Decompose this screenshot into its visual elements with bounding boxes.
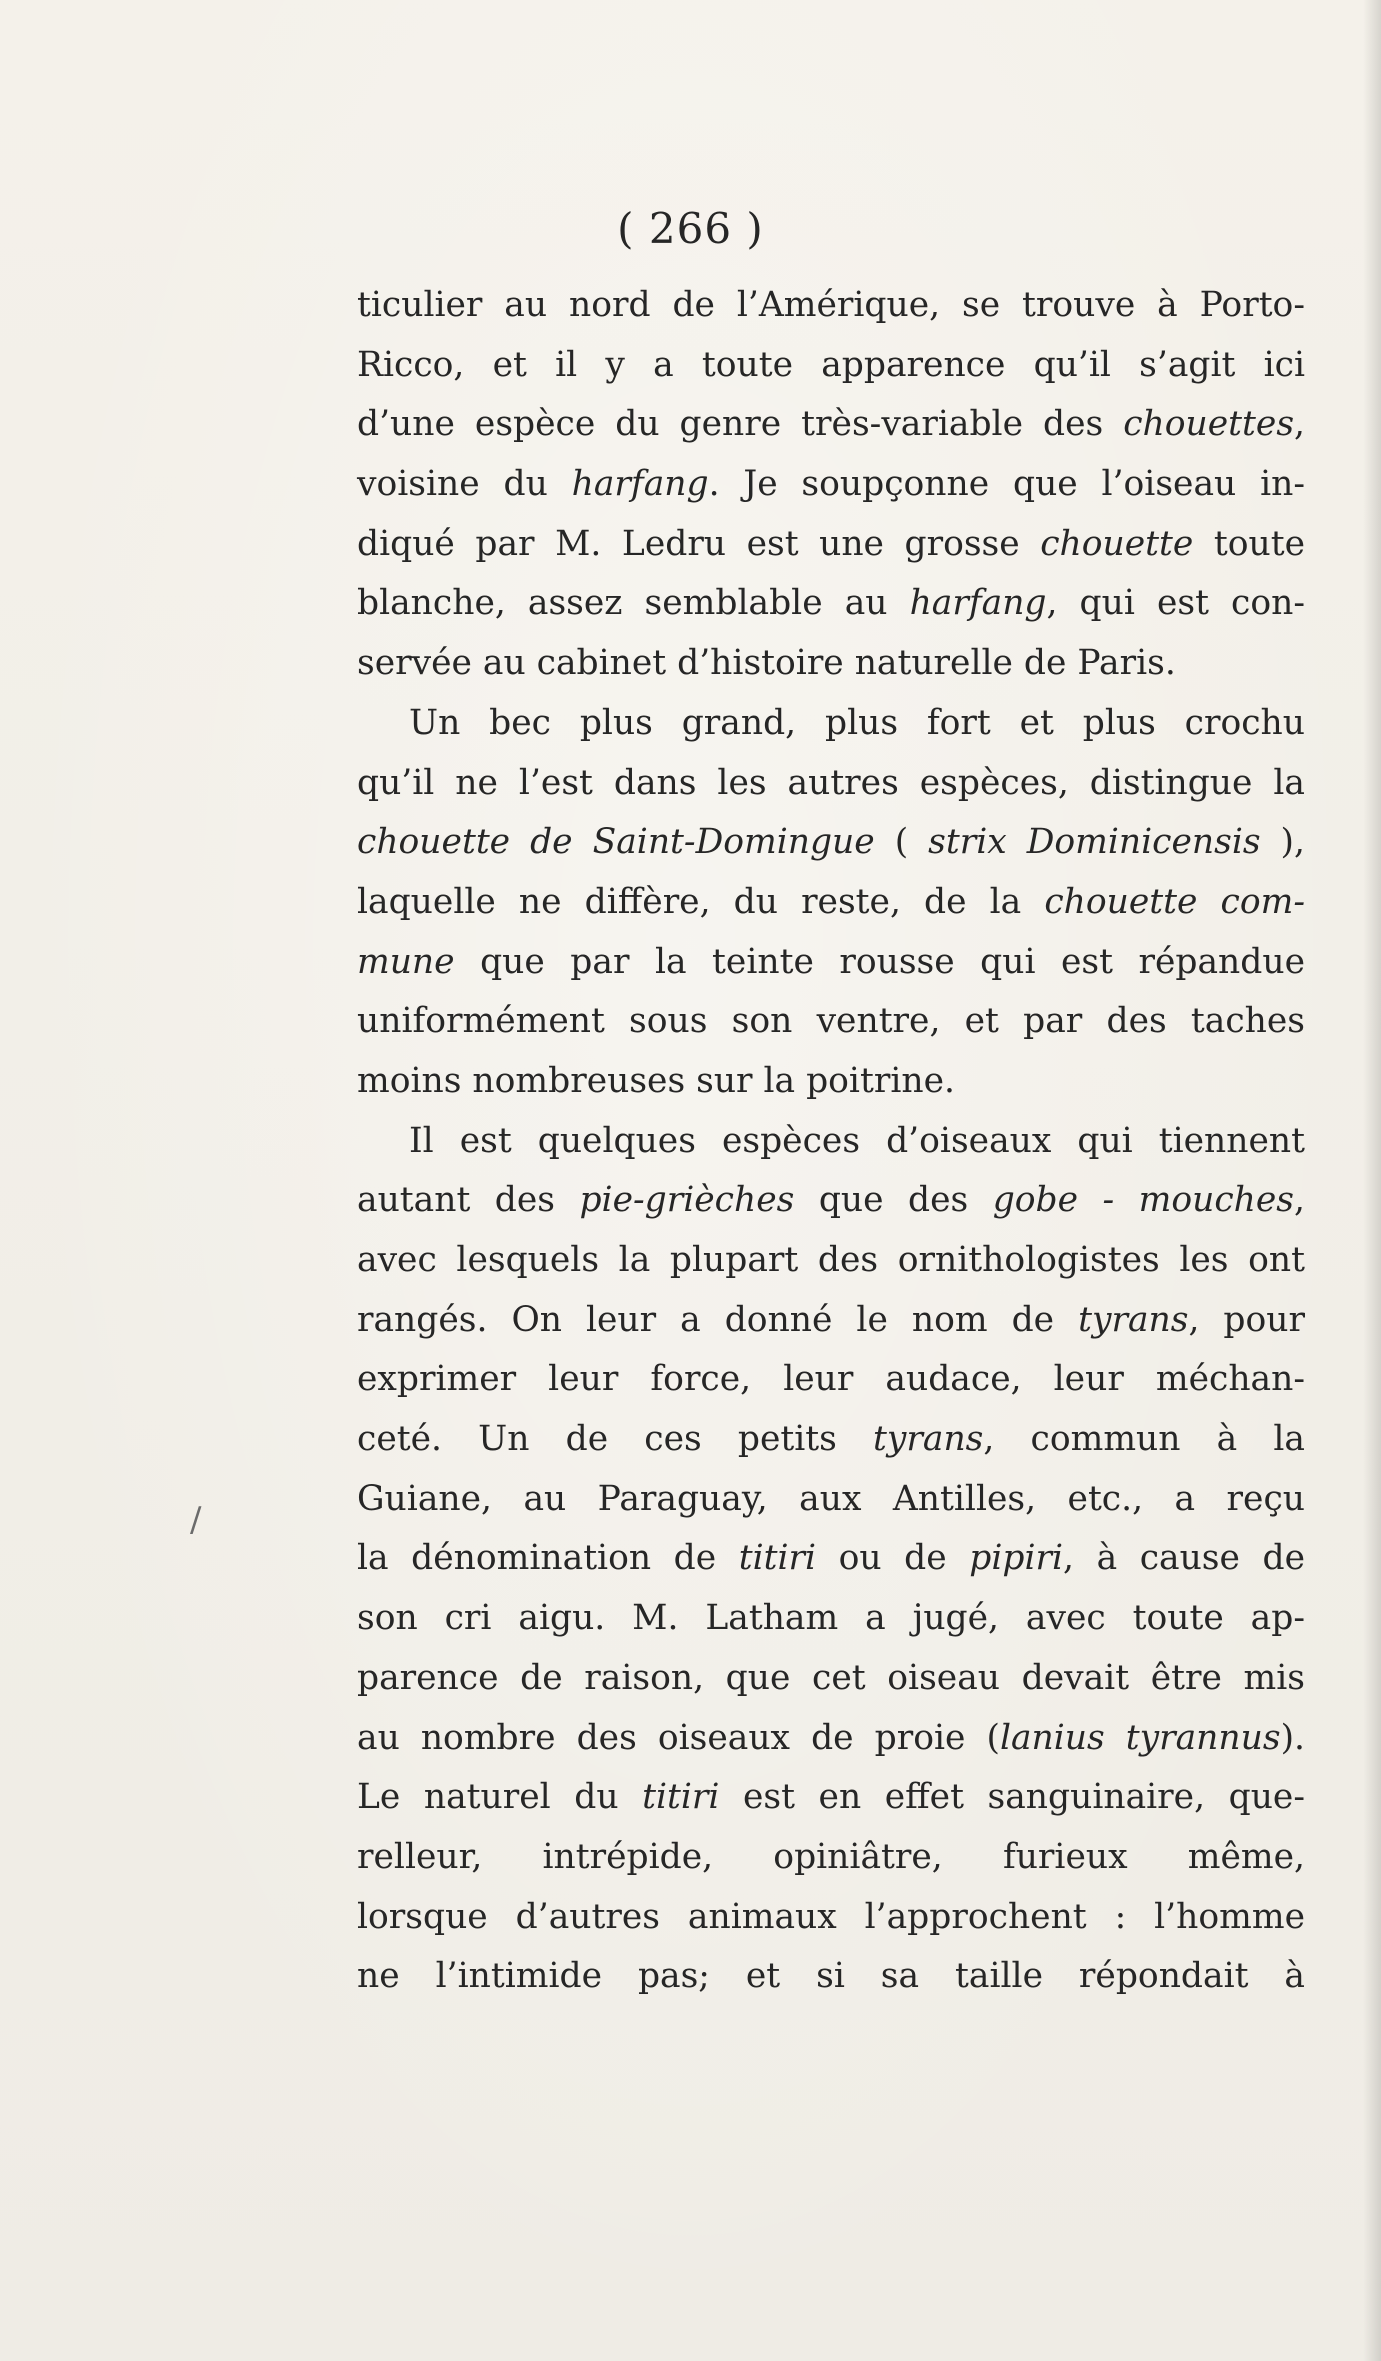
text-line: [357, 395, 1305, 455]
text-line: [357, 992, 1305, 1052]
text-segment: est en effet sanguinaire, que-: [719, 1777, 1305, 1818]
text-segment: Guiane, au Paraguay, aux Antilles, etc., a reçu: [357, 1478, 1305, 1519]
text-segment: uniformément sous son ventre, et par des taches: [357, 1001, 1305, 1042]
text-segment: que des: [794, 1180, 993, 1221]
text-segment: blanche, assez semblable au: [357, 583, 910, 624]
italic-segment: titiri: [738, 1538, 817, 1579]
text-line: [357, 1529, 1305, 1589]
text-segment: Le naturel du: [357, 1777, 643, 1818]
text-line: [357, 1291, 1305, 1351]
text-segment: ticulier au nord de l’Amérique, se trouve à Porto-: [357, 285, 1305, 325]
text-segment: ou de: [816, 1538, 970, 1579]
margin-mark: /: [190, 1500, 202, 1540]
text-segment: au nombre des oiseaux de proie (: [357, 1717, 1000, 1758]
text-segment: lorsque d’autres animaux l’approchent : l’homme: [357, 1896, 1305, 1937]
page-number: ( 266 ): [617, 204, 764, 253]
text-segment: d’une espèce du genre très-variable des: [357, 404, 1124, 445]
text-segment: , commun à la: [983, 1419, 1305, 1460]
text-line: [357, 515, 1305, 575]
text-segment: , pour: [1188, 1299, 1305, 1340]
text-line: [357, 1112, 1305, 1172]
text-line: [357, 754, 1305, 814]
text-segment: la dénomination de: [357, 1538, 739, 1579]
text-segment: . Je soupçonne que l’oiseau in-: [708, 464, 1305, 505]
text-line: [357, 1828, 1305, 1888]
italic-segment: pie-grièches: [579, 1180, 795, 1221]
text-line: [357, 574, 1305, 634]
text-segment: Il est quelques espèces d’oiseaux qui tiennent: [409, 1120, 1305, 1161]
text-segment: Ricco, et il y a toute apparence qu’il s’agit ici: [357, 344, 1305, 385]
page-gutter-shadow: [1363, 0, 1381, 2361]
text-segment: voisine du: [357, 464, 572, 505]
italic-segment: chouette: [1040, 523, 1194, 564]
italic-segment: strix Dominicensis: [928, 822, 1261, 863]
italic-segment: harfang: [571, 464, 709, 505]
text-segment: que par la teinte rousse qui est répandue: [454, 941, 1305, 982]
italic-segment: chouettes: [1123, 404, 1295, 445]
text-line: [357, 1171, 1305, 1231]
text-line: [357, 276, 1305, 336]
text-segment: exprimer leur force, leur audace, leur méchan-: [357, 1359, 1305, 1400]
text-line: [357, 873, 1305, 933]
text-segment: , qui est con-: [1046, 583, 1305, 624]
text-line: [357, 1470, 1305, 1530]
text-segment: laquelle ne diffère, du reste, de la: [357, 881, 1045, 922]
italic-segment: tyrans: [1078, 1299, 1189, 1340]
text-line: [357, 455, 1305, 515]
text-line: [357, 1052, 1305, 1112]
text-segment: parence de raison, que cet oiseau devait être mis: [357, 1657, 1305, 1698]
text-segment: ceté. Un de ces petits: [357, 1419, 874, 1460]
body-text: [357, 276, 1305, 2007]
text-segment: (: [874, 822, 929, 863]
text-line: [357, 1768, 1305, 1828]
text-line: [357, 1231, 1305, 1291]
text-segment: rangés. On leur a donné le nom de: [357, 1299, 1079, 1340]
text-segment: autant des: [357, 1180, 580, 1221]
text-segment: ),: [1260, 822, 1305, 863]
text-line: [357, 1888, 1305, 1948]
text-segment: qu’il ne l’est dans les autres espèces, distingue la: [357, 762, 1305, 803]
italic-segment: lanius tyrannus: [999, 1717, 1281, 1758]
text-segment: Un bec plus grand, plus fort et plus crochu: [409, 702, 1305, 743]
text-line: [357, 1589, 1305, 1649]
text-line: [357, 694, 1305, 754]
italic-segment: titiri: [642, 1777, 720, 1818]
italic-segment: gobe - mouches: [992, 1180, 1295, 1221]
text-line: [357, 336, 1305, 396]
text-line: [357, 1350, 1305, 1410]
text-line: [357, 1709, 1305, 1769]
text-line: [357, 1649, 1305, 1709]
italic-segment: pipiri: [969, 1538, 1064, 1579]
text-segment: ).: [1280, 1717, 1305, 1758]
italic-segment: chouette de Saint-Domingue: [357, 822, 875, 863]
text-segment: ,: [1294, 1180, 1305, 1221]
text-segment: avec lesquels la plupart des ornithologistes les ont: [357, 1240, 1305, 1280]
text-line: [357, 1947, 1305, 2007]
text-segment: toute: [1193, 523, 1305, 564]
text-segment: ne l’intimide pas; et si sa taille répondait à: [357, 1956, 1305, 1997]
italic-segment: mune: [357, 941, 455, 982]
text-segment: moins nombreuses sur la poitrine.: [357, 1060, 955, 1101]
text-segment: ,: [1294, 404, 1305, 445]
text-segment: , à cause de: [1063, 1538, 1306, 1579]
italic-segment: tyrans: [873, 1419, 984, 1460]
text-segment: servée au cabinet d’histoire naturelle de Paris.: [357, 643, 1176, 684]
text-segment: relleur, intrépide, opiniâtre, furieux même,: [357, 1836, 1305, 1877]
italic-segment: chouette com-: [1044, 881, 1306, 922]
text-line: [357, 813, 1305, 873]
text-line: [357, 634, 1305, 694]
text-line: [357, 1410, 1305, 1470]
italic-segment: harfang: [909, 583, 1047, 624]
text-segment: diqué par M. Ledru est une grosse: [357, 523, 1041, 564]
text-segment: son cri aigu. M. Latham a jugé, avec toute ap-: [357, 1598, 1305, 1639]
text-line: [357, 933, 1305, 993]
